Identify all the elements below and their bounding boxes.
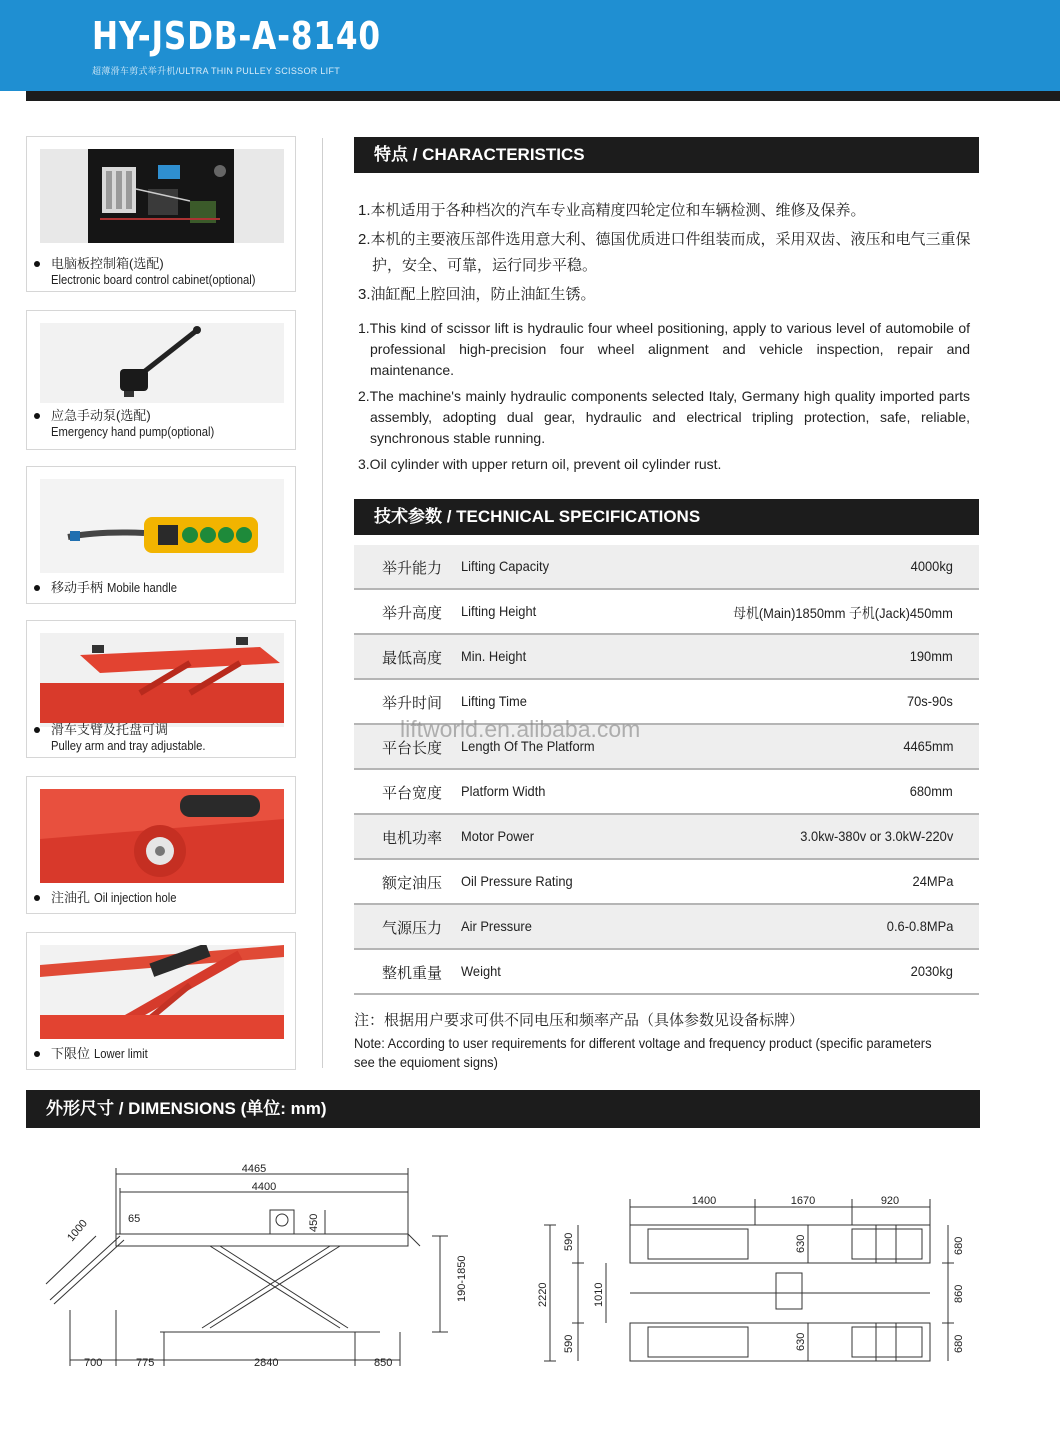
feature-card-mobile-handle xyxy=(26,466,296,604)
feature-en: Pulley arm and tray adjustable. xyxy=(51,739,206,753)
spec-cn-label: 举升时间 xyxy=(382,695,443,712)
watermark: liftworld.en.alibaba.com xyxy=(400,716,641,742)
dim-label: 2840 xyxy=(254,1357,279,1369)
feature-cn: 注油孔 xyxy=(51,890,91,905)
characteristic-cn-item: 3.油缸配上腔回油，防止油缸生锈。 xyxy=(358,286,596,303)
spec-cn-label: 平台宽度 xyxy=(382,785,443,802)
spec-en-label: Air Pressure xyxy=(461,918,532,934)
dim-label: 1010 xyxy=(593,1282,605,1307)
table-row xyxy=(354,590,979,635)
oil-hole-photo xyxy=(40,789,284,883)
feature-caption xyxy=(51,1045,153,1063)
table-row xyxy=(354,545,979,590)
spec-cn-label: 举升能力 xyxy=(382,560,443,577)
dim-label: 4400 xyxy=(251,1181,277,1193)
dim-label: 850 xyxy=(374,1357,393,1369)
dim-label: 860 xyxy=(953,1284,965,1303)
note-en: Note: According to user requirements for different voltage and frequency product (specific parameters see the equioment signs) xyxy=(354,1035,932,1070)
table-row xyxy=(354,815,979,860)
feature-card-oil-hole xyxy=(26,776,296,914)
dim-label: 190-1850 xyxy=(456,1255,468,1302)
spec-en-label: Platform Width xyxy=(461,783,546,799)
dim-label: 920 xyxy=(880,1195,900,1207)
side-view-drawing xyxy=(40,1160,480,1375)
table-row xyxy=(354,860,979,905)
specs-table xyxy=(354,545,979,995)
table-row xyxy=(354,770,979,815)
feature-en: Emergency hand pump(optional) xyxy=(51,425,215,439)
spec-value: 4465mm xyxy=(902,738,953,754)
characteristic-cn-item: 2.本机的主要液压部件选用意大利、德国优质进口件组装而成，采用双齿、液压和电气三重保护，安全、可靠，运行同步平稳。 xyxy=(358,231,971,274)
dim-label: 590 xyxy=(563,1334,575,1353)
characteristics-en-list xyxy=(358,318,970,480)
spec-value: 3.0kw-380v or 3.0kW-220v xyxy=(800,828,953,844)
feature-caption xyxy=(51,255,278,289)
characteristics-heading: 特点 / CHARACTERISTICS xyxy=(354,137,979,173)
feature-cn: 滑车支臂及托盘可调 xyxy=(51,722,169,737)
dim-label: 2220 xyxy=(537,1282,549,1307)
dim-label: 4465 xyxy=(241,1163,267,1175)
dim-label: 1670 xyxy=(790,1195,816,1207)
dim-label: 700 xyxy=(84,1357,103,1369)
feature-card-pulley-arm xyxy=(26,620,296,758)
feature-cn: 下限位 xyxy=(51,1046,91,1061)
dimensions-heading: 外形尺寸 / DIMENSIONS (单位: mm) xyxy=(26,1090,980,1128)
spec-cn-label: 电机功率 xyxy=(382,830,443,847)
dim-label: 590 xyxy=(563,1232,575,1251)
spec-en-label: Motor Power xyxy=(461,828,535,844)
dim-label: 1000 xyxy=(65,1217,91,1244)
spec-value: 70s-90s xyxy=(907,693,953,709)
feature-card-control-cabinet xyxy=(26,136,296,292)
feature-card-hand-pump xyxy=(26,310,296,450)
spec-en-label: Lifting Capacity xyxy=(461,558,550,574)
characteristic-en-item: 2.The machine's mainly hydraulic components selected Italy, Germany high quality imported parts assembly, adopting dual gear, hydraulic and electrical tripling protection, safe, reliable, synchronous stable running. xyxy=(358,388,970,446)
dim-label: 630 xyxy=(795,1332,807,1351)
feature-en: Mobile handle xyxy=(106,581,177,595)
feature-caption xyxy=(51,579,184,597)
spec-en-label: Lifting Time xyxy=(461,693,527,709)
spec-value: 190mm xyxy=(910,648,953,664)
product-subtitle: 超薄滑车剪式举升机/ULTRA THIN PULLEY SCISSOR LIFT xyxy=(92,66,341,76)
spec-value: 0.6-0.8MPa xyxy=(886,918,953,934)
table-row xyxy=(354,950,979,995)
dim-label: 65 xyxy=(128,1213,141,1225)
feature-cn: 移动手柄 xyxy=(51,580,104,595)
lower-limit-photo xyxy=(40,945,284,1039)
spec-cn-label: 平台长度 xyxy=(382,740,443,757)
spec-value: 4000kg xyxy=(910,558,953,574)
pulley-arm-photo xyxy=(40,633,284,727)
table-row xyxy=(354,905,979,950)
feature-en: Lower limit xyxy=(93,1047,148,1061)
spec-en-label: Length Of The Platform xyxy=(461,738,595,754)
dim-label: 775 xyxy=(136,1357,155,1369)
control-cabinet-photo xyxy=(40,149,284,243)
dim-label: 680 xyxy=(953,1236,965,1255)
spec-en-label: Oil Pressure Rating xyxy=(461,873,573,889)
spec-cn-label: 气源压力 xyxy=(382,920,443,937)
hand-pump-photo xyxy=(40,323,284,417)
feature-en: Electronic board control cabinet(optional) xyxy=(51,273,256,287)
spec-cn-label: 举升高度 xyxy=(382,605,443,622)
header-banner xyxy=(0,0,1060,91)
dim-label: 450 xyxy=(308,1213,320,1232)
spec-cn-label: 最低高度 xyxy=(382,650,443,667)
top-view-drawing xyxy=(530,1185,980,1375)
spec-value: 24MPa xyxy=(912,873,953,889)
spec-value: 母机(Main)1850mm 子机(Jack)450mm xyxy=(733,605,953,621)
spec-cn-label: 额定油压 xyxy=(382,875,443,892)
feature-caption xyxy=(51,721,223,755)
product-title: HY-JSDB-A-8140 xyxy=(92,14,381,58)
dim-label: 680 xyxy=(953,1334,965,1353)
table-row xyxy=(354,635,979,680)
characteristic-cn-item: 1.本机适用于各种档次的汽车专业高精度四轮定位和车辆检测、维修及保养。 xyxy=(358,202,866,219)
spec-en-label: Lifting Height xyxy=(461,603,537,619)
feature-caption xyxy=(51,889,185,907)
dim-label: 630 xyxy=(795,1234,807,1253)
characteristic-en-item: 1.This kind of scissor lift is hydraulic four wheel positioning, apply to various level of automobile of professional high-precision four wheel alignment and vehicle inspection, repair and maintenance. xyxy=(358,320,970,378)
spec-value: 680mm xyxy=(910,783,953,799)
spec-value: 2030kg xyxy=(910,963,953,979)
specs-heading: 技术参数 / TECHNICAL SPECIFICATIONS xyxy=(354,499,979,535)
header-divider xyxy=(26,91,1060,101)
feature-card-lower-limit xyxy=(26,932,296,1070)
dim-label: 1400 xyxy=(691,1195,717,1207)
spec-en-label: Min. Height xyxy=(461,648,527,664)
characteristics-cn-list xyxy=(358,198,978,311)
feature-en: Oil injection hole xyxy=(93,891,177,905)
spec-cn-label: 整机重量 xyxy=(382,965,443,982)
feature-cn: 应急手动泵(选配) xyxy=(51,408,151,423)
mobile-handle-photo xyxy=(40,479,284,573)
column-divider xyxy=(322,138,323,1068)
spec-en-label: Weight xyxy=(461,963,501,979)
note-cn: 注：根据用户要求可供不同电压和频率产品（具体参数见设备标牌） xyxy=(354,1012,805,1029)
feature-cn: 电脑板控制箱(选配) xyxy=(51,256,164,271)
characteristic-en-item: 3.Oil cylinder with upper return oil, prevent oil cylinder rust. xyxy=(358,456,722,472)
feature-caption xyxy=(51,407,232,441)
